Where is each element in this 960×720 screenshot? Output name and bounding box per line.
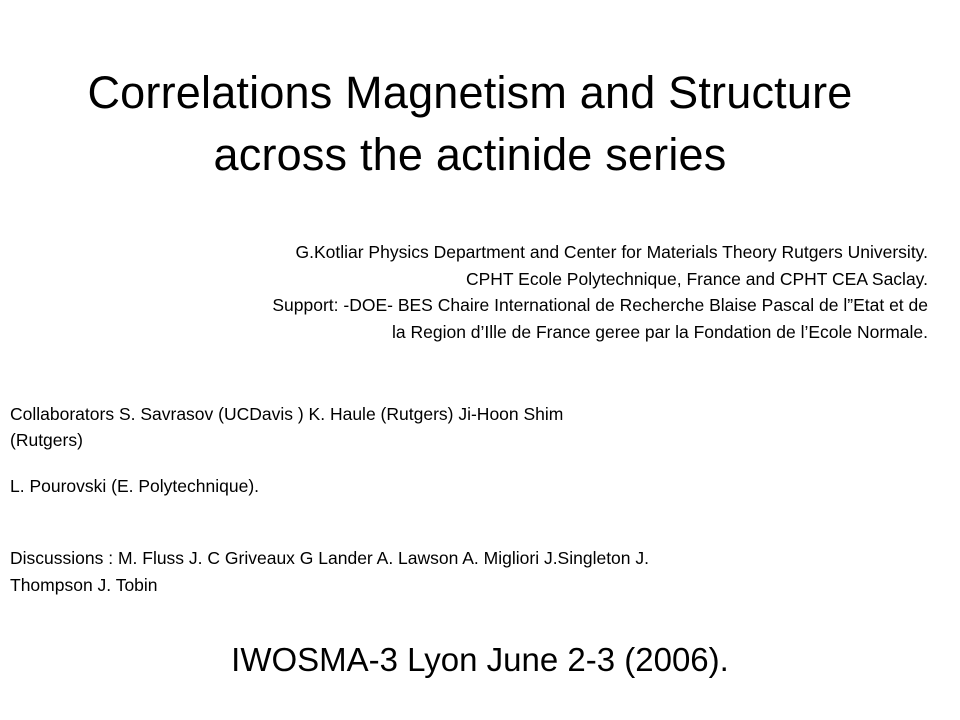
collaborators-line: (Rutgers): [10, 430, 83, 450]
affiliation-block: [8, 239, 928, 345]
affiliation-line: la Region d’Ille de France geree par la Fondation de l’Ecole Normale.: [392, 321, 928, 342]
affiliation-line: G.Kotliar Physics Department and Center for Materials Theory Rutgers University.: [295, 242, 928, 262]
discussions-line: Thompson J. Tobin: [10, 575, 158, 595]
collaborators-extra: L. Pourovski (E. Polytechnique).: [10, 476, 260, 496]
slide-title: [0, 62, 940, 186]
title-line-1: Correlations Magnetism and Structure: [87, 67, 853, 118]
title-line-2: across the actinide series: [213, 129, 727, 180]
discussions-block: [10, 545, 930, 599]
discussions-line: Discussions : M. Fluss J. C Griveaux G Lander A. Lawson A. Migliori J.Singleton J.: [10, 548, 649, 568]
event-footer: IWOSMA-3 Lyon June 2-3 (2006).: [231, 641, 729, 678]
affiliation-line: Support: -DOE- BES Chaire International de Recherche Blaise Pascal de l”Etat et de: [272, 295, 928, 315]
collaborators-line: Collaborators S. Savrasov (UCDavis ) K. Haule (Rutgers) Ji-Hoon Shim: [10, 404, 564, 424]
collaborators-block: [10, 401, 840, 453]
affiliation-line: CPHT Ecole Polytechnique, France and CPHT CEA Saclay.: [465, 268, 928, 289]
